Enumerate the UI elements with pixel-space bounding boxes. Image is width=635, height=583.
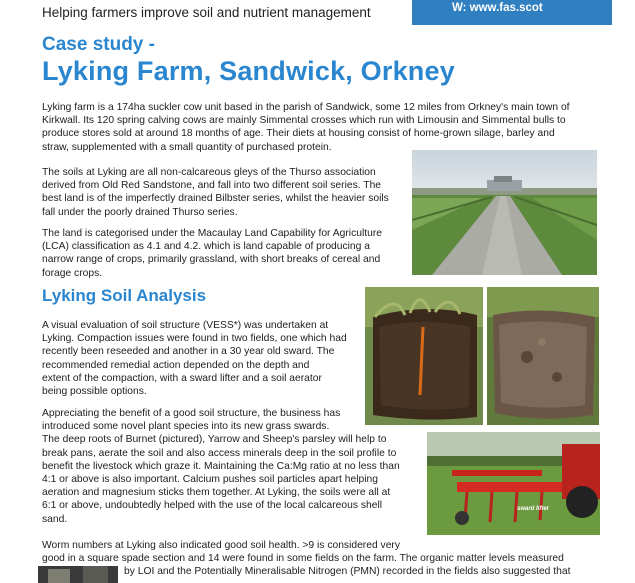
structure-line: The deep roots of Burnet (pictured), Yarrow and Sheep's parsley will help to bbox=[42, 434, 387, 446]
intro-line: Lyking farm is a 174ha suckler cow unit based in the parish of Sandwick, some 12 miles from Orkney's main town of bbox=[42, 102, 570, 113]
soil-sample-photo bbox=[365, 287, 483, 425]
lca-line: (LCA) classification as 4.1 and 4.2. which is land capable of producing a bbox=[42, 241, 370, 253]
vess-line: recently been reseeded and another in a 30 year old sward. The bbox=[42, 346, 335, 358]
structure-line: introduced some novel plant species into its new grass swards. bbox=[42, 421, 330, 433]
vess-line: extent of the compaction, with a sward lifter and a soil aerator bbox=[42, 372, 322, 384]
soils-line: derived from Old Red Sandstone, and fall into two different soil series. The bbox=[42, 180, 382, 192]
section-heading: Lyking Soil Analysis bbox=[42, 286, 207, 305]
lca-line: narrow range of crops, primarily grassland, with short breaks of cereal and bbox=[42, 254, 381, 266]
soils-paragraph bbox=[42, 166, 407, 219]
structure-line: sand. bbox=[42, 513, 68, 525]
worms-line: Worm numbers at Lyking also indicated good soil health. >9 is considered very bbox=[42, 540, 401, 551]
intro-line: Kirkwall. Its 120 spring calving cows are mainly Simmental crosses which run with Limousin and Simmental bulls to bbox=[42, 115, 566, 127]
thumbnail-photo bbox=[38, 566, 118, 583]
worms-line: by LOI and the Potentially Mineralisable Nitrogen (PMN) recorded in the fields also suggested that bbox=[124, 566, 571, 578]
soil-profile-photo bbox=[487, 287, 599, 425]
worms-line: good in a square spade section and 14 were found in some fields on the farm. The organic matter levels measured bbox=[42, 553, 564, 565]
farm-road-photo bbox=[412, 150, 597, 275]
soils-line: fall under the poorly drained Thurso series. bbox=[42, 206, 238, 218]
lca-line: The land is categorised under the Macaulay Land Capability for Agriculture bbox=[42, 228, 382, 239]
structure-line: aeration and magnesium sticks them together. At Lyking, the soils were all at bbox=[42, 487, 391, 499]
case-study-label: Case study - bbox=[42, 34, 155, 55]
worms-paragraph bbox=[42, 539, 617, 579]
structure-line: benefit the livestock which graze it. Maintaining the Ca:Mg ratio at no less than bbox=[42, 460, 400, 472]
structure-line: break pans, aerate the soil and also access minerals deep in the soil profile to bbox=[42, 447, 397, 459]
vess-paragraph bbox=[42, 319, 362, 398]
intro-line: produce stores sold at around 18 months of age. Their diets at housing consist of home-grown silage, barley and bbox=[42, 128, 555, 140]
sward-lifter-photo bbox=[427, 432, 600, 535]
vess-line: being possible options. bbox=[42, 386, 147, 398]
intro-line: straw, supplemented with a small quantity of purchased protein. bbox=[42, 141, 332, 153]
structure-line: 4:1 or above is also important. Calcium pushes soil particles apart helping bbox=[42, 474, 378, 486]
vess-line: Lyking. Compaction issues were found in two fields, one which had bbox=[42, 333, 347, 345]
vess-line: A visual evaluation of soil structure (VESS*) was undertaken at bbox=[42, 320, 329, 331]
sward-lifter-label: sward lifter bbox=[517, 506, 550, 512]
lca-paragraph bbox=[42, 227, 407, 280]
page-title: Lyking Farm, Sandwick, Orkney bbox=[42, 56, 455, 86]
structure-line: 6:1 or above, undoubtedly helped with the use of the local calcareous shell bbox=[42, 500, 383, 512]
contact-web[interactable]: W: www.fas.scot bbox=[452, 2, 543, 14]
tagline: Helping farmers improve soil and nutrient management bbox=[42, 5, 371, 20]
soils-line: best land is of the imperfectly drained Bilbster series, whilst the heavier soils bbox=[42, 193, 389, 205]
soils-line: The soils at Lyking are all non-calcareous gleys of the Thurso association bbox=[42, 167, 376, 178]
vess-line: recommended remedial action depended on the depth and bbox=[42, 359, 310, 371]
intro-paragraph bbox=[42, 101, 602, 154]
structure-line: Appreciating the benefit of a good soil structure, the business has bbox=[42, 408, 341, 419]
top-bar bbox=[0, 0, 635, 27]
contact-box bbox=[412, 0, 612, 25]
lca-line: forage crops. bbox=[42, 267, 103, 279]
